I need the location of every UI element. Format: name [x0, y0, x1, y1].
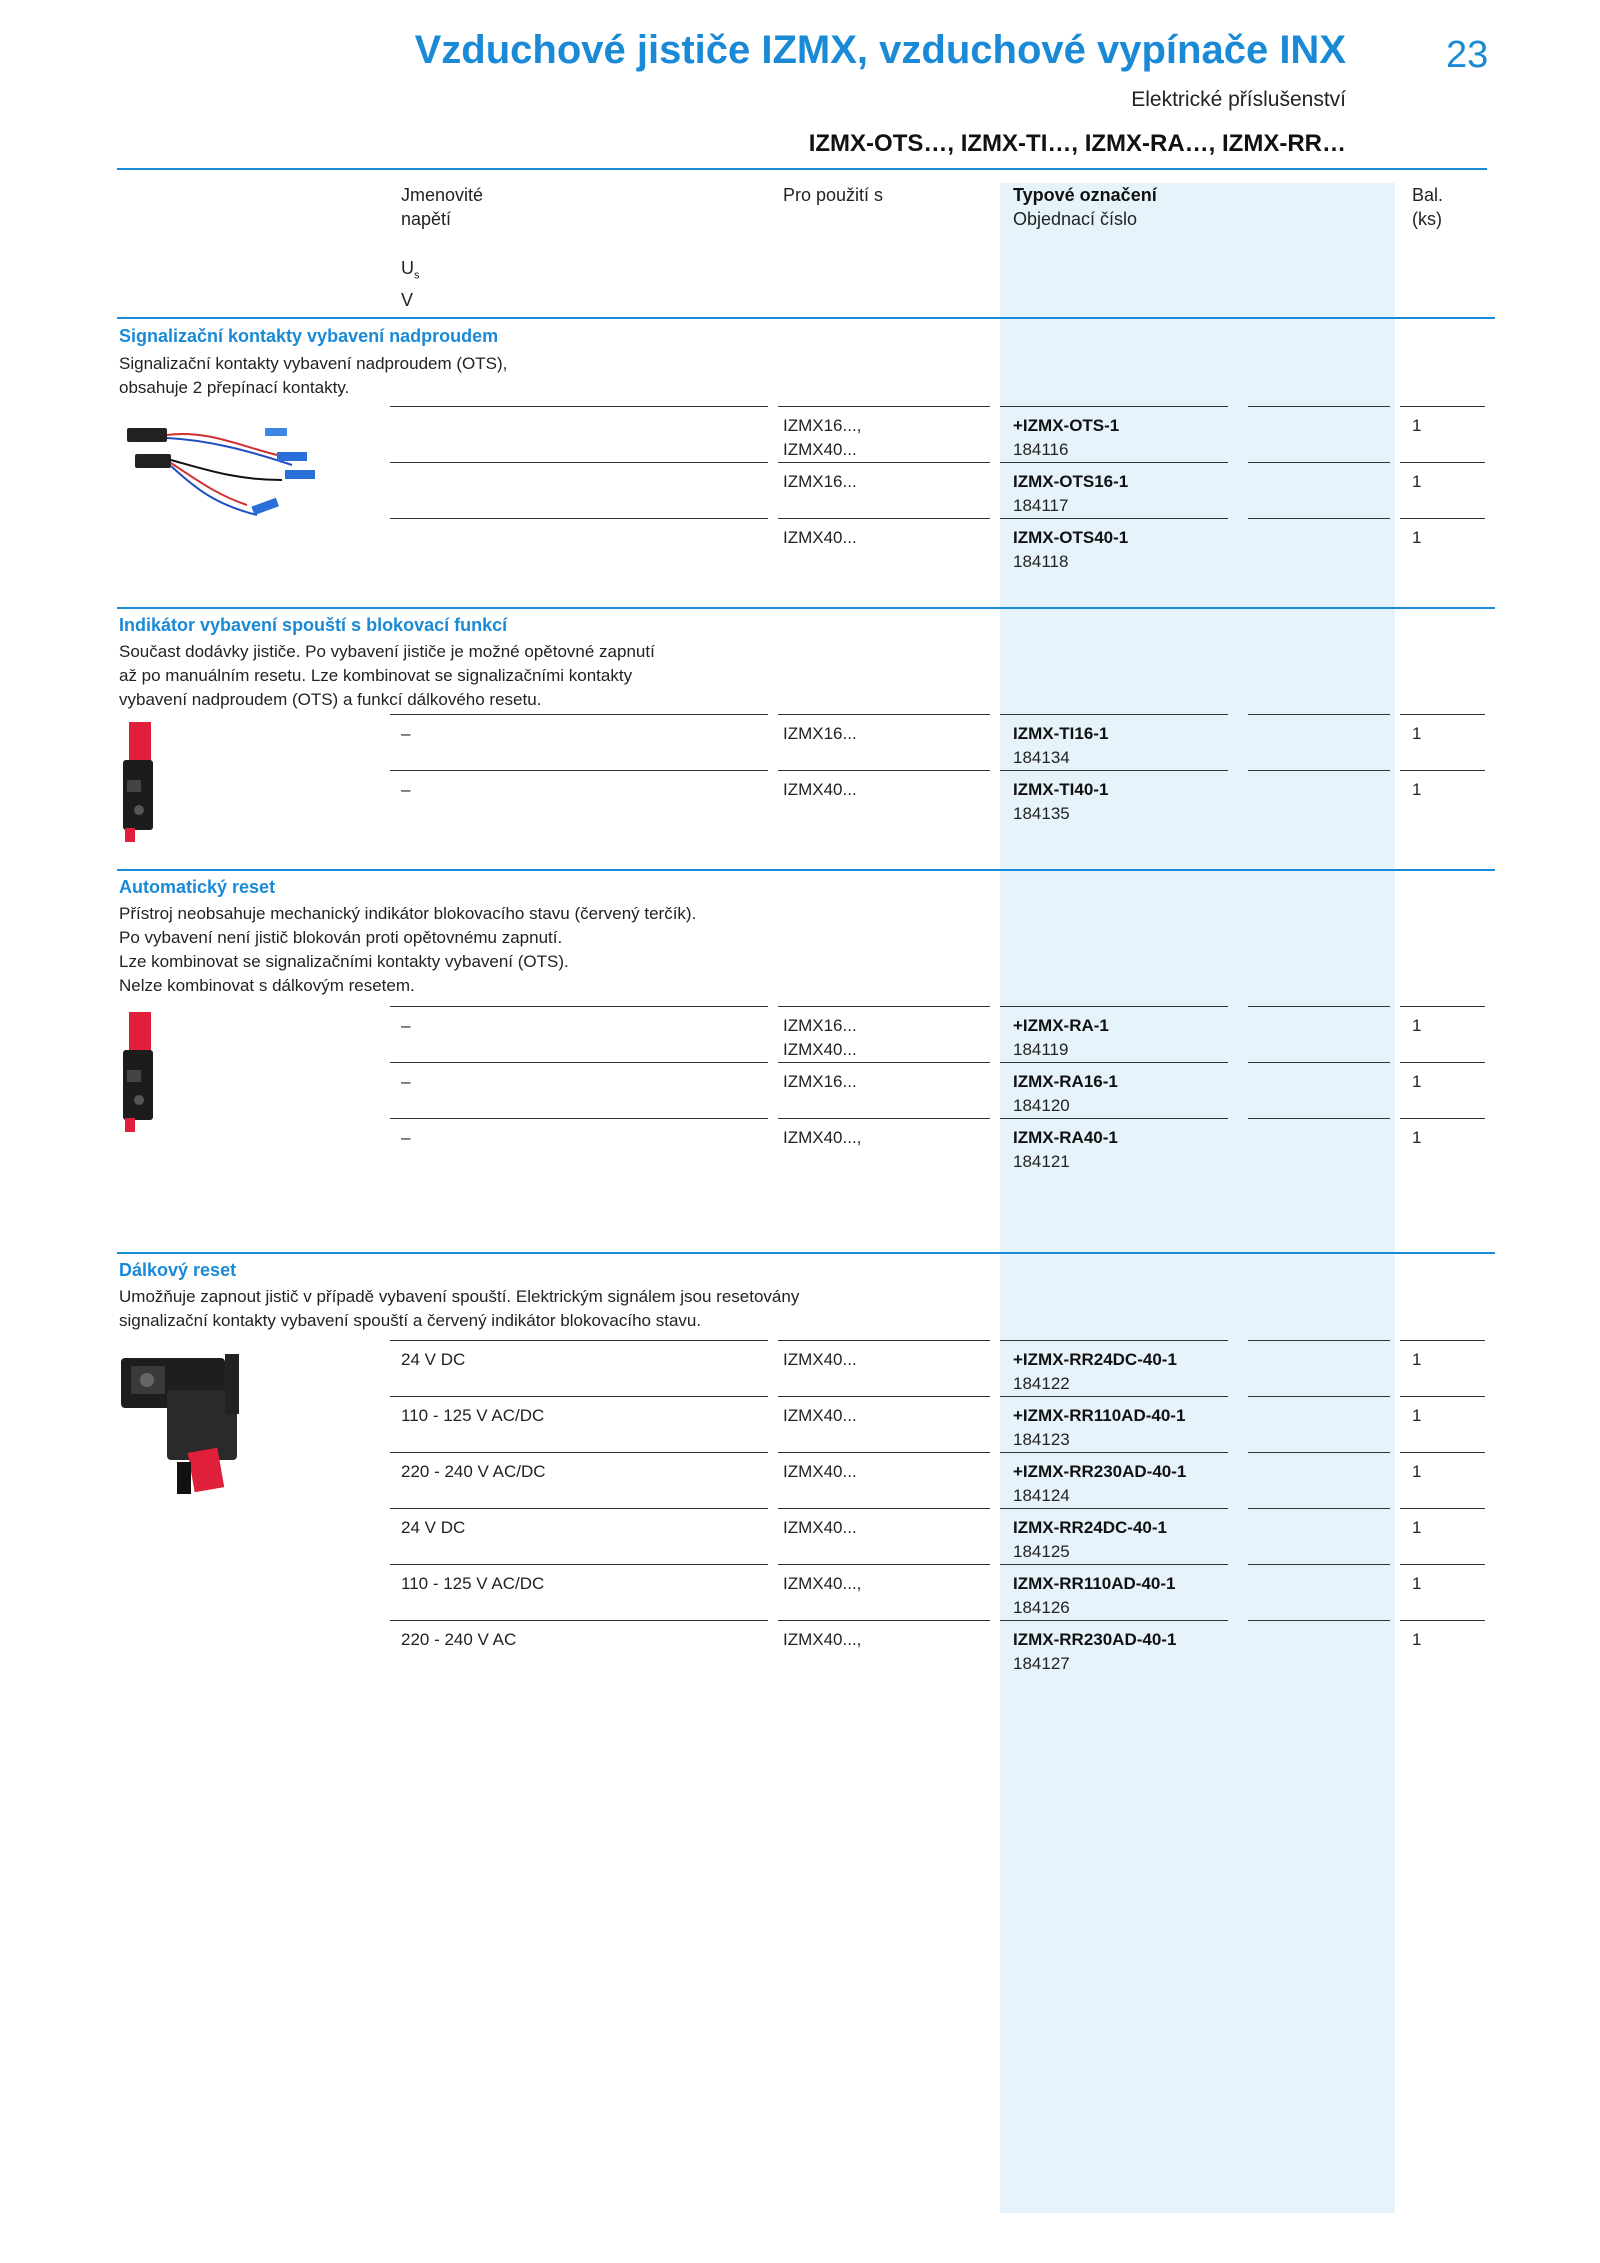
row-divider [1400, 1620, 1485, 1621]
order-number: 184119 [1013, 1040, 1069, 1059]
row-divider [778, 1396, 990, 1397]
row-divider [390, 1508, 768, 1509]
cell-voltage: – [401, 1128, 411, 1147]
row-divider [1400, 1508, 1485, 1509]
section-title-rr: Dálkový reset [119, 1260, 237, 1280]
cell-use-with [783, 414, 861, 462]
order-number: 184123 [1013, 1430, 1070, 1449]
cell-type-order [1013, 526, 1128, 574]
use-with-line: IZMX40... [783, 1518, 857, 1537]
type-designation: +IZMX-RA-1 [1013, 1016, 1109, 1035]
cell-type-order [1013, 722, 1108, 770]
type-designation: IZMX-RR24DC-40-1 [1013, 1518, 1167, 1537]
section-divider [117, 607, 1495, 609]
type-designation: IZMX-TI16-1 [1013, 724, 1109, 743]
type-designation: +IZMX-OTS-1 [1013, 416, 1120, 435]
table-row [0, 1452, 1600, 1508]
row-divider [1400, 1340, 1485, 1341]
row-divider [1248, 1508, 1390, 1509]
cell-type-order [1013, 1516, 1167, 1564]
row-divider [778, 1006, 990, 1007]
use-with-line: IZMX40..., [783, 1630, 862, 1649]
cell-type-order [1013, 1404, 1185, 1452]
section-description-ti: Součast dodávky jističe. Po vybavení jističe je možné opětovné zapnutí až po manuálním resetu. Lze kombinovat se signalizačními kontakty vybavení nadproudem (OTS) a funkcí dálkového resetu. [119, 642, 655, 709]
cell-use-with [783, 1348, 857, 1372]
table-row [0, 406, 1600, 462]
order-number: 184117 [1013, 496, 1069, 515]
row-divider [778, 1508, 990, 1509]
use-with-line: IZMX40... [783, 1462, 857, 1481]
cell-pack: 1 [1412, 1072, 1422, 1091]
cell-use-with [783, 1070, 857, 1094]
order-number: 184134 [1013, 748, 1070, 767]
row-divider [390, 1564, 768, 1565]
cell-voltage: – [401, 724, 411, 743]
cell-pack: 1 [1412, 472, 1422, 491]
row-divider [390, 518, 768, 519]
order-number: 184118 [1013, 552, 1069, 571]
cell-pack: 1 [1412, 1574, 1422, 1593]
cell-voltage: – [401, 1072, 411, 1091]
row-divider [1000, 1564, 1228, 1565]
row-divider [1248, 1620, 1390, 1621]
table-row [0, 714, 1600, 770]
section-title-ots: Signalizační kontakty vybavení nadproudem [119, 326, 499, 346]
row-divider [1000, 1340, 1228, 1341]
row-divider [1000, 1452, 1228, 1453]
type-designation: IZMX-OTS40-1 [1013, 528, 1129, 547]
table-row [0, 770, 1600, 826]
row-divider [778, 1564, 990, 1565]
row-divider [1400, 770, 1485, 771]
row-divider [1248, 770, 1390, 771]
row-divider [778, 1118, 990, 1119]
cell-pack: 1 [1412, 416, 1422, 435]
page-subtitle: Elektrické příslušenství [1131, 88, 1346, 111]
row-divider [778, 1452, 990, 1453]
cell-use-with [783, 1126, 861, 1150]
row-divider [390, 1062, 768, 1063]
table-row [0, 1062, 1600, 1118]
cell-pack: 1 [1412, 1016, 1422, 1035]
use-with-line: IZMX40... [783, 1350, 857, 1369]
section-description-ra: Přístroj neobsahuje mechanický indikátor blokovacího stavu (červený terčík). Po vybavení není jistič blokován proti opětovnému zapnutí. Lze kombinovat se signalizačními kontakty vybavení (OTS). Nelze kombinovat s dálkovým resetem. [119, 904, 697, 995]
section-divider [117, 869, 1495, 871]
cell-type-order [1013, 470, 1128, 518]
cell-pack: 1 [1412, 1630, 1422, 1649]
col-header-pack: Bal. (ks) [1412, 185, 1444, 229]
cell-pack: 1 [1412, 1462, 1422, 1481]
use-with-line: IZMX16... [783, 724, 857, 743]
order-number: 184125 [1013, 1542, 1070, 1561]
col-header-use: Pro použití s [783, 185, 884, 205]
cell-use-with [783, 1014, 857, 1062]
cell-type-order [1013, 1348, 1177, 1396]
row-divider [778, 1620, 990, 1621]
row-divider [1400, 406, 1485, 407]
row-divider [390, 462, 768, 463]
order-number: 184121 [1013, 1152, 1070, 1171]
cell-voltage: 110 - 125 V AC/DC [401, 1406, 545, 1425]
cell-use-with [783, 470, 857, 494]
row-divider [1000, 1006, 1228, 1007]
row-divider [1248, 1340, 1390, 1341]
cell-voltage: 24 V DC [401, 1518, 466, 1537]
cell-use-with [783, 778, 857, 802]
row-divider [1400, 1564, 1485, 1565]
cell-use-with [783, 1628, 861, 1652]
cell-type-order [1013, 414, 1119, 462]
use-with-line: IZMX40... [783, 1040, 857, 1059]
table-row [0, 1564, 1600, 1620]
col-header-type: Typové označení Objednací číslo [1013, 185, 1157, 229]
order-number: 184126 [1013, 1598, 1070, 1617]
cell-pack: 1 [1412, 528, 1422, 547]
row-divider [1400, 462, 1485, 463]
order-number: 184127 [1013, 1654, 1070, 1673]
row-divider [778, 462, 990, 463]
row-divider [1248, 714, 1390, 715]
section-description-rr: Umožňuje zapnout jistič v případě vybavení spouští. Elektrickým signálem jsou resetovány signalizační kontakty vybavení spouští a červený indikátor blokovacího stavu. [119, 1287, 800, 1330]
type-designation: IZMX-RA40-1 [1013, 1128, 1118, 1147]
use-with-line: IZMX40... [783, 1406, 857, 1425]
cell-type-order [1013, 1572, 1176, 1620]
row-divider [1248, 1396, 1390, 1397]
use-with-line: IZMX16..., [783, 416, 862, 435]
type-designation: IZMX-RA16-1 [1013, 1072, 1118, 1091]
row-divider [390, 1006, 768, 1007]
cell-type-order [1013, 778, 1108, 826]
type-designation: +IZMX-RR24DC-40-1 [1013, 1350, 1177, 1369]
row-divider [390, 1396, 768, 1397]
table-row [0, 1508, 1600, 1564]
cell-type-order [1013, 1014, 1109, 1062]
product-heading: IZMX-OTS…, IZMX-TI…, IZMX-RA…, IZMX-RR… [808, 130, 1346, 157]
row-divider [1248, 1006, 1390, 1007]
row-divider [1400, 1118, 1485, 1119]
cell-pack: 1 [1412, 1128, 1422, 1147]
use-with-line: IZMX40... [783, 780, 857, 799]
row-divider [390, 1118, 768, 1119]
use-with-line: IZMX40..., [783, 1574, 862, 1593]
row-divider [1400, 1452, 1485, 1453]
type-designation: +IZMX-RR110AD-40-1 [1013, 1406, 1186, 1425]
page-title: Vzduchové jističe IZMX, vzduchové vypínače INX [414, 28, 1346, 72]
section-divider [117, 1252, 1495, 1254]
type-designation: IZMX-OTS16-1 [1013, 472, 1129, 491]
use-with-line: IZMX40... [783, 528, 857, 547]
order-number: 184120 [1013, 1096, 1070, 1115]
cell-use-with [783, 722, 857, 746]
cell-type-order [1013, 1126, 1118, 1174]
cell-use-with [783, 1516, 857, 1540]
cell-pack: 1 [1412, 780, 1422, 799]
cell-type-order [1013, 1070, 1118, 1118]
row-divider [1400, 1396, 1485, 1397]
row-divider [390, 1452, 768, 1453]
row-divider [1000, 462, 1228, 463]
cell-use-with [783, 1460, 857, 1484]
row-divider [1000, 1508, 1228, 1509]
section-title-ti: Indikátor vybavení spouští s blokovací funkcí [119, 615, 508, 635]
row-divider [390, 406, 768, 407]
row-divider [1000, 1620, 1228, 1621]
row-divider [1400, 1062, 1485, 1063]
table-row [0, 1118, 1600, 1174]
table-row [0, 1340, 1600, 1396]
row-divider [778, 1340, 990, 1341]
order-number: 184122 [1013, 1374, 1070, 1393]
row-divider [390, 770, 768, 771]
type-designation: +IZMX-RR230AD-40-1 [1013, 1462, 1187, 1481]
header-divider [117, 168, 1487, 170]
cell-pack: 1 [1412, 1406, 1422, 1425]
section-description-ots: Signalizační kontakty vybavení nadproudem (OTS), obsahuje 2 přepínací kontakty. [119, 354, 508, 397]
cell-use-with [783, 1404, 857, 1428]
table-row [0, 518, 1600, 574]
cell-voltage: 220 - 240 V AC/DC [401, 1462, 546, 1481]
row-divider [1000, 1396, 1228, 1397]
cell-pack: 1 [1412, 1518, 1422, 1537]
order-number: 184135 [1013, 804, 1070, 823]
row-divider [1248, 406, 1390, 407]
row-divider [778, 714, 990, 715]
cell-use-with [783, 526, 857, 550]
row-divider [1248, 1062, 1390, 1063]
row-divider [778, 1062, 990, 1063]
cell-voltage: – [401, 1016, 411, 1035]
row-divider [1000, 714, 1228, 715]
row-divider [1248, 1564, 1390, 1565]
table-row [0, 462, 1600, 518]
row-divider [1400, 518, 1485, 519]
use-with-line: IZMX16... [783, 1072, 857, 1091]
row-divider [778, 770, 990, 771]
row-divider [390, 1340, 768, 1341]
row-divider [778, 406, 990, 407]
type-designation: IZMX-RR110AD-40-1 [1013, 1574, 1176, 1593]
use-with-line: IZMX16... [783, 472, 857, 491]
cell-use-with [783, 1572, 861, 1596]
section-divider [117, 317, 1495, 319]
cell-pack: 1 [1412, 724, 1422, 743]
row-divider [778, 518, 990, 519]
table-row [0, 1620, 1600, 1676]
use-with-line: IZMX40... [783, 440, 857, 459]
page-number: 23 [1446, 34, 1489, 76]
table-row [0, 1006, 1600, 1062]
row-divider [1400, 714, 1485, 715]
use-with-line: IZMX40..., [783, 1128, 862, 1147]
cell-voltage: 24 V DC [401, 1350, 466, 1369]
section-title-ra: Automatický reset [119, 877, 276, 897]
type-designation: IZMX-RR230AD-40-1 [1013, 1630, 1177, 1649]
cell-type-order [1013, 1460, 1186, 1508]
table-row [0, 1396, 1600, 1452]
row-divider [1000, 1118, 1228, 1119]
row-divider [390, 1620, 768, 1621]
cell-voltage: – [401, 780, 411, 799]
cell-voltage: 220 - 240 V AC [401, 1630, 517, 1649]
row-divider [1000, 1062, 1228, 1063]
order-number: 184116 [1013, 440, 1069, 459]
row-divider [1000, 406, 1228, 407]
type-designation: IZMX-TI40-1 [1013, 780, 1109, 799]
use-with-line: IZMX16... [783, 1016, 857, 1035]
row-divider [390, 714, 768, 715]
row-divider [1248, 1118, 1390, 1119]
col-header-voltage: Jmenovité napětí $U_s$ V [401, 185, 484, 310]
row-divider [1400, 1006, 1485, 1007]
row-divider [1248, 518, 1390, 519]
row-divider [1248, 462, 1390, 463]
order-number: 184124 [1013, 1486, 1070, 1505]
row-divider [1248, 1452, 1390, 1453]
cell-pack: 1 [1412, 1350, 1422, 1369]
row-divider [1000, 770, 1228, 771]
row-divider [1000, 518, 1228, 519]
cell-voltage: 110 - 125 V AC/DC [401, 1574, 545, 1593]
cell-type-order [1013, 1628, 1176, 1676]
